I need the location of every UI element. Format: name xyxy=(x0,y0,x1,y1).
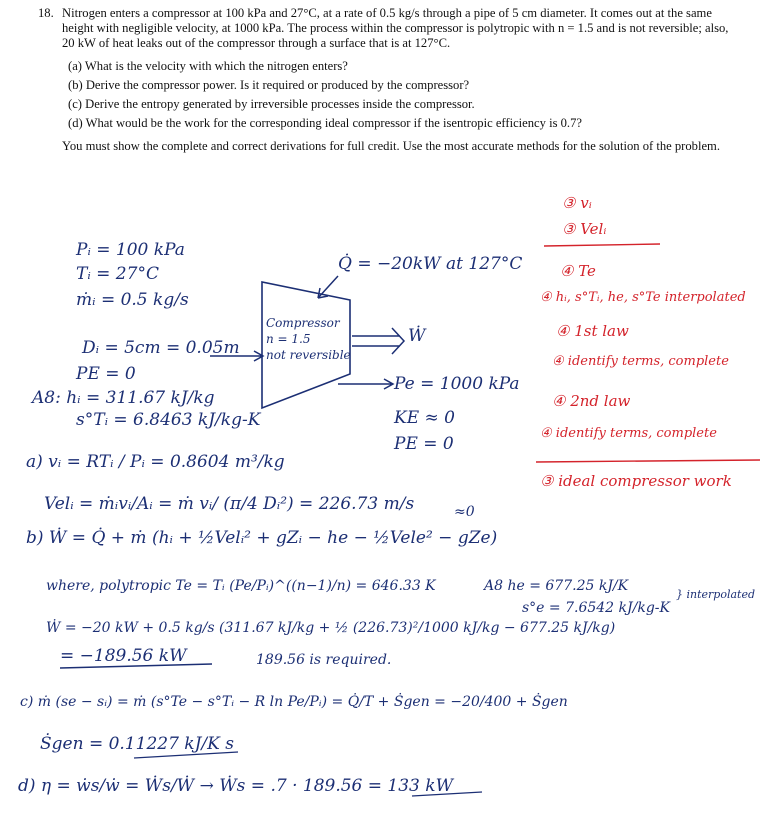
rubric-item: ④ hᵢ, s°Tᵢ, he, s°Te interpolated xyxy=(540,290,746,305)
he-value: A8 he = 677.25 kJ/K xyxy=(484,578,629,594)
rubric-item: ③ Velᵢ xyxy=(562,220,607,238)
answer-b-first-law: b) Ẇ = Q̇ + ṁ (hᵢ + ½Velᵢ² + gZᵢ − he − ½Vele² − gZe) xyxy=(26,528,498,548)
rubric-item: ④ 2nd law xyxy=(552,392,631,410)
heat-leak-label: Q̇ = −20kW at 127°C xyxy=(338,254,523,274)
sgen-result: Ṡgen = 0.11227 kJ/K s xyxy=(40,734,234,754)
work-label: Ẇ xyxy=(408,326,426,346)
answer-c-entropy: c) ṁ (se − sᵢ) = ṁ (s°Te − s°Tᵢ − R ln Pe/Pᵢ) = Q̇/T + Ṡgen = −20/400 + Ṡgen xyxy=(20,694,568,710)
rubric-item: ③ vᵢ xyxy=(562,194,592,212)
problem-number: 18. xyxy=(38,6,54,20)
answer-d-ideal-work: d) η = ẇs/ẇ = Ẇs/Ẇ → Ẇs = .7 · 189.56 = 133 kW xyxy=(18,776,454,796)
rubric-item: ④ 1st law xyxy=(556,322,629,340)
part-b: (b) Derive the compressor power. Is it required or produced by the compressor? xyxy=(68,78,470,92)
box-line-compressor: Compressor xyxy=(266,316,340,330)
part-d: (d) What would be the work for the corresponding ideal compressor if the isentropic efficiency is 0.7? xyxy=(68,116,582,130)
given-si: s°Tᵢ = 6.8463 kJ/kg-K xyxy=(76,410,261,430)
problem-statement: Nitrogen enters a compressor at 100 kPa and 27°C, at a rate of 0.5 kg/s through a pipe of 5 cm diameter. It comes out at the same height with negligible velocity, at 1000 kPa. The process within the compressor is polytropic with n = 1.5 and is not reversible; also, 20 kW of heat leaks out of the compressor through a surface that is at 127°C. xyxy=(62,6,729,50)
velocity-line: Velᵢ = ṁᵢvᵢ/Aᵢ = ṁ vᵢ/ (π/4 Dᵢ²) = 226.73 m/s xyxy=(44,494,415,514)
work-required-note: 189.56 is required. xyxy=(256,652,392,668)
rubric-item: ③ ideal compressor work xyxy=(540,472,732,490)
se-value: s°e = 7.6542 kJ/kg-K xyxy=(522,600,670,616)
box-line-n: n = 1.5 xyxy=(266,332,311,346)
given-pi: Pᵢ = 100 kPa xyxy=(76,240,185,260)
interpolated-note: } interpolated xyxy=(676,588,755,601)
rubric-item: ④ identify terms, complete xyxy=(540,426,717,441)
answer-a: a) vᵢ = RTᵢ / Pᵢ = 0.8604 m³/kg xyxy=(26,452,285,472)
exit-pe-zero: PE = 0 xyxy=(394,434,454,454)
rubric-item: ④ Te xyxy=(560,262,596,280)
exit-ke: KE ≈ 0 xyxy=(394,408,455,428)
given-mi: ṁᵢ = 0.5 kg/s xyxy=(76,290,189,310)
instructions-note: You must show the complete and correct derivations for full credit. Use the most accurate methods for the solution of the problem. xyxy=(62,139,720,153)
work-calculation: Ẇ = −20 kW + 0.5 kg/s (311.67 kJ/kg + ½ (226.73)²/1000 kJ/kg − 677.25 kJ/kg) xyxy=(46,620,616,636)
given-hi: A8: hᵢ = 311.67 kJ/kg xyxy=(32,388,215,408)
exit-pressure: Pe = 1000 kPa xyxy=(394,374,520,394)
approx-zero-note: ≈0 xyxy=(454,504,475,520)
work-result: = −189.56 kW xyxy=(60,646,187,666)
given-ti: Tᵢ = 27°C xyxy=(76,264,159,284)
part-c: (c) Derive the entropy generated by irreversible processes inside the compressor. xyxy=(68,97,475,111)
given-pe-zero: PE = 0 xyxy=(76,364,136,384)
given-di: Dᵢ = 5cm = 0.05m xyxy=(82,338,240,358)
polytropic-te: where, polytropic Te = Tᵢ (Pe/Pᵢ)^((n−1)/n) = 646.33 K xyxy=(46,578,436,594)
box-line-not-reversible: not reversible xyxy=(266,348,351,362)
rubric-item: ④ identify terms, complete xyxy=(552,354,729,369)
part-a: (a) What is the velocity with which the nitrogen enters? xyxy=(68,59,348,73)
